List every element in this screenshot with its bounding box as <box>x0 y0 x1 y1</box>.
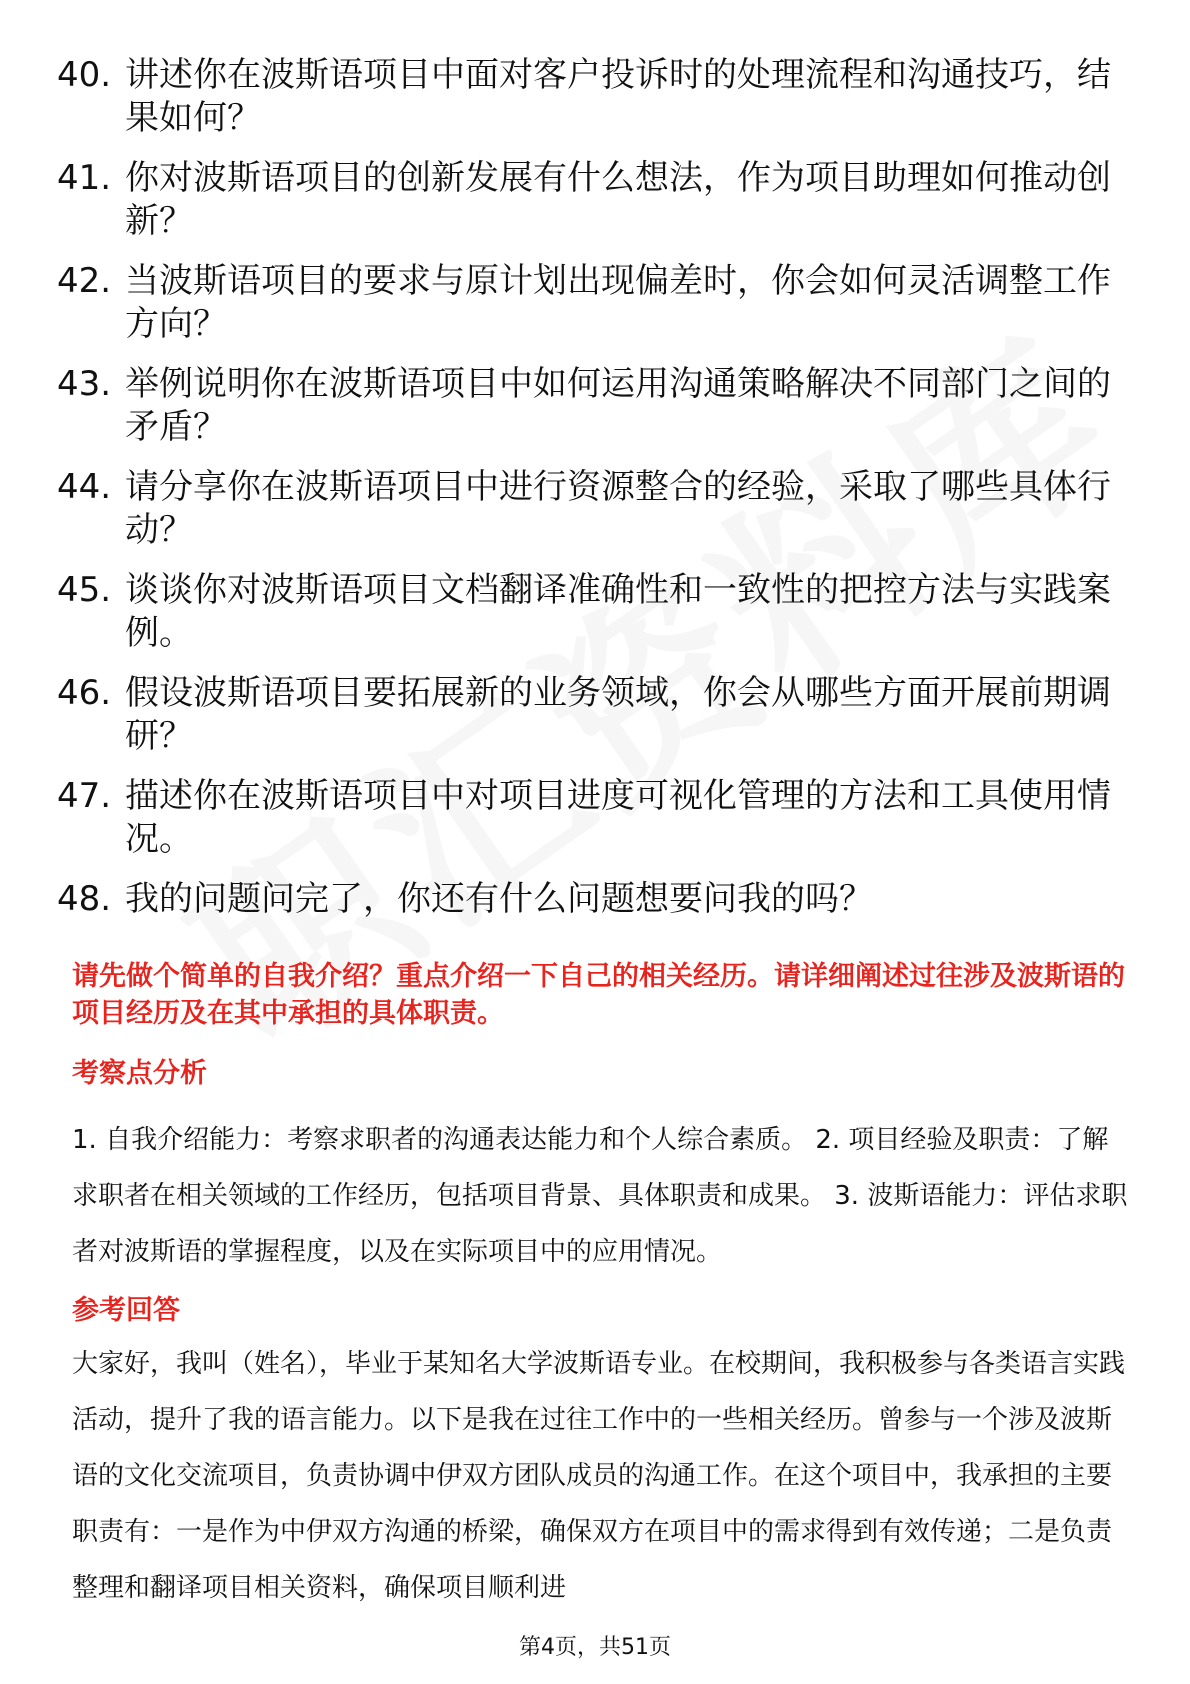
question-text: 举例说明你在波斯语项目中如何运用沟通策略解决不同部门之间的矛盾？ <box>125 364 1111 447</box>
page-footer: 第4页，共51页 <box>519 1635 671 1660</box>
answer-heading: 参考回答 <box>72 1295 180 1326</box>
question-number: 47. <box>57 776 112 816</box>
question-text: 我的问题问完了，你还有什么问题想要问我的吗？ <box>125 879 873 919</box>
highlight-question: 请先做个简单的自我介绍？重点介绍一下自己的相关经历。请详细阐述过往涉及波斯语的项目经历及在其中承担的具体职责。 <box>72 961 1125 1029</box>
list-item <box>57 54 1137 140</box>
list-item <box>57 878 1137 921</box>
list-item <box>57 775 1137 861</box>
analysis-body: 1. 自我介绍能力：考察求职者的沟通表达能力和个人综合素质。 2. 项目经验及职责：了解求职者在相关领域的工作经历，包括项目背景、具体职责和成果。 3. 波斯语能力：评估求职者对波斯语的掌握程度，以及在实际项目中的应用情况。 <box>72 1125 1128 1267</box>
answer-body: 大家好，我叫（姓名），毕业于某知名大学波斯语专业。在校期间，我积极参与各类语言实践活动，提升了我的语言能力。以下是我在过往工作中的一些相关经历。曾参与一个涉及波斯语的文化交流项目，负责协调中伊双方团队成员的沟通工作。在这个项目中，我承担的主要职责有：一是作为中伊双方沟通的桥梁，确保双方在项目中的需求得到有效传递；二是负责整理和翻译项目相关资料，确保项目顺利进 <box>72 1349 1126 1603</box>
question-text: 请分享你在波斯语项目中进行资源整合的经验，采取了哪些具体行动？ <box>125 467 1111 550</box>
question-text: 讲述你在波斯语项目中面对客户投诉时的处理流程和沟通技巧，结果如何？ <box>125 55 1111 138</box>
question-number: 42. <box>57 261 112 301</box>
question-number: 48. <box>57 879 112 919</box>
question-text: 谈谈你对波斯语项目文档翻译准确性和一致性的把控方法与实践案例。 <box>125 570 1111 653</box>
question-number: 45. <box>57 570 112 610</box>
question-number: 44. <box>57 467 112 507</box>
list-item <box>57 157 1137 243</box>
list-item <box>57 363 1137 449</box>
list-item <box>57 569 1137 655</box>
list-item <box>57 466 1137 552</box>
question-number: 40. <box>57 55 112 95</box>
question-list <box>57 54 1137 938</box>
question-number: 46. <box>57 673 112 713</box>
question-text: 你对波斯语项目的创新发展有什么想法，作为项目助理如何推动创新？ <box>125 158 1111 241</box>
question-number: 41. <box>57 158 112 198</box>
question-text: 假设波斯语项目要拓展新的业务领域，你会从哪些方面开展前期调研？ <box>125 673 1111 756</box>
question-text: 描述你在波斯语项目中对项目进度可视化管理的方法和工具使用情况。 <box>125 776 1111 859</box>
list-item <box>57 672 1137 758</box>
question-text: 当波斯语项目的要求与原计划出现偏差时，你会如何灵活调整工作方向？ <box>125 261 1111 344</box>
list-item <box>57 260 1137 346</box>
analysis-heading: 考察点分析 <box>72 1058 207 1089</box>
question-number: 43. <box>57 364 112 404</box>
